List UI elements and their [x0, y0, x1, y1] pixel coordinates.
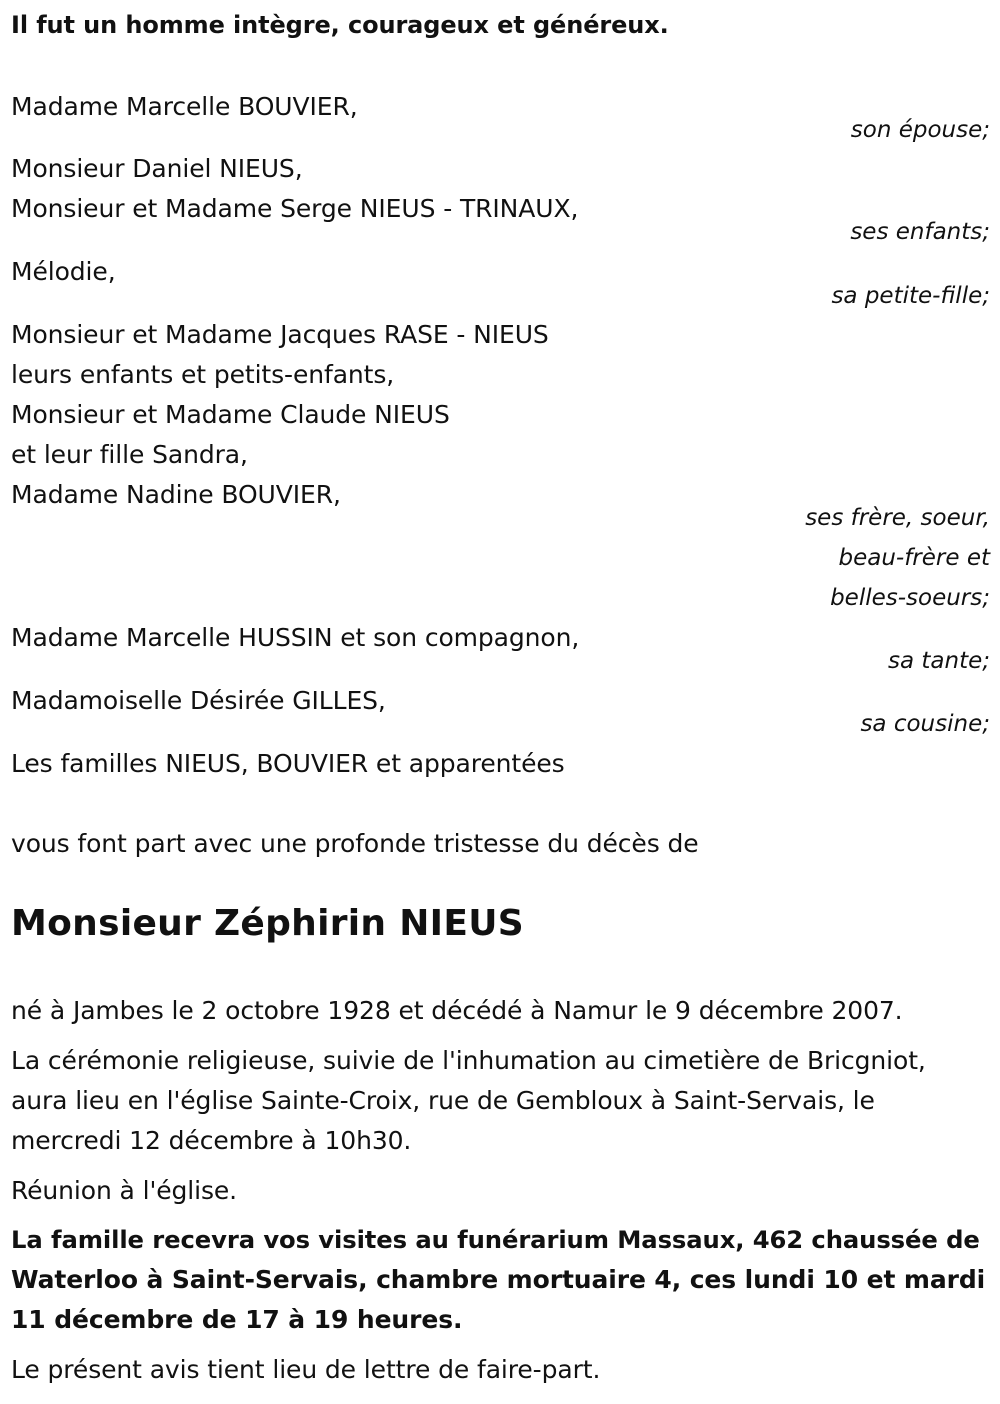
- visits-line-1: La famille recevra vos visites au funérarium Massaux, 462 chaussée de: [11, 1225, 980, 1254]
- wife-name: Madame Marcelle BOUVIER,: [11, 92, 358, 121]
- epigraph: Il fut un homme intègre, courageux et généreux.: [11, 11, 669, 39]
- sibling-line-3: Monsieur et Madame Claude NIEUS: [11, 400, 450, 429]
- sibling-line-5: Madame Nadine BOUVIER,: [11, 480, 341, 509]
- child-name-2: Monsieur et Madame Serge NIEUS - TRINAUX,: [11, 194, 579, 223]
- aunt-name: Madame Marcelle HUSSIN et son compagnon,: [11, 623, 580, 652]
- ceremony-line-2: aura lieu en l'église Sainte-Croix, rue de Gembloux à Saint-Servais, le: [11, 1086, 875, 1115]
- ceremony-line-3: mercredi 12 décembre à 10h30.: [11, 1126, 412, 1155]
- sibling-line-2: leurs enfants et petits-enfants,: [11, 360, 395, 389]
- announcement: vous font part avec une profonde tristesse du décès de: [11, 829, 699, 858]
- cousin-role: sa cousine;: [860, 711, 990, 737]
- wife-role: son épouse;: [850, 117, 990, 143]
- meeting-line: Réunion à l'église.: [11, 1176, 238, 1205]
- sibling-line-4: et leur fille Sandra,: [11, 440, 248, 469]
- cousin-name: Madamoiselle Désirée GILLES,: [11, 686, 386, 715]
- closing-line: Le présent avis tient lieu de lettre de faire-part.: [11, 1355, 601, 1384]
- granddaughter-role: sa petite-fille;: [831, 283, 990, 309]
- ceremony-line-1: La cérémonie religieuse, suivie de l'inhumation au cimetière de Bricgniot,: [11, 1046, 926, 1075]
- birth-death-line: né à Jambes le 2 octobre 1928 et décédé à Namur le 9 décembre 2007.: [11, 996, 903, 1025]
- siblings-role-1: ses frère, soeur,: [805, 505, 990, 531]
- granddaughter-name: Mélodie,: [11, 257, 116, 286]
- obituary-notice: [11, 0, 990, 1404]
- deceased-name: Monsieur Zéphirin NIEUS: [11, 903, 524, 944]
- sibling-line-1: Monsieur et Madame Jacques RASE - NIEUS: [11, 320, 549, 349]
- visits-line-2: Waterloo à Saint-Servais, chambre mortuaire 4, ces lundi 10 et mardi: [11, 1265, 986, 1294]
- child-name-1: Monsieur Daniel NIEUS,: [11, 154, 303, 183]
- siblings-role-2: beau-frère et: [838, 545, 990, 571]
- children-role: ses enfants;: [850, 219, 990, 245]
- families-line: Les familles NIEUS, BOUVIER et apparentées: [11, 749, 565, 778]
- visits-line-3: 11 décembre de 17 à 19 heures.: [11, 1305, 463, 1334]
- aunt-role: sa tante;: [888, 648, 990, 674]
- siblings-role-3: belles-soeurs;: [830, 585, 990, 611]
